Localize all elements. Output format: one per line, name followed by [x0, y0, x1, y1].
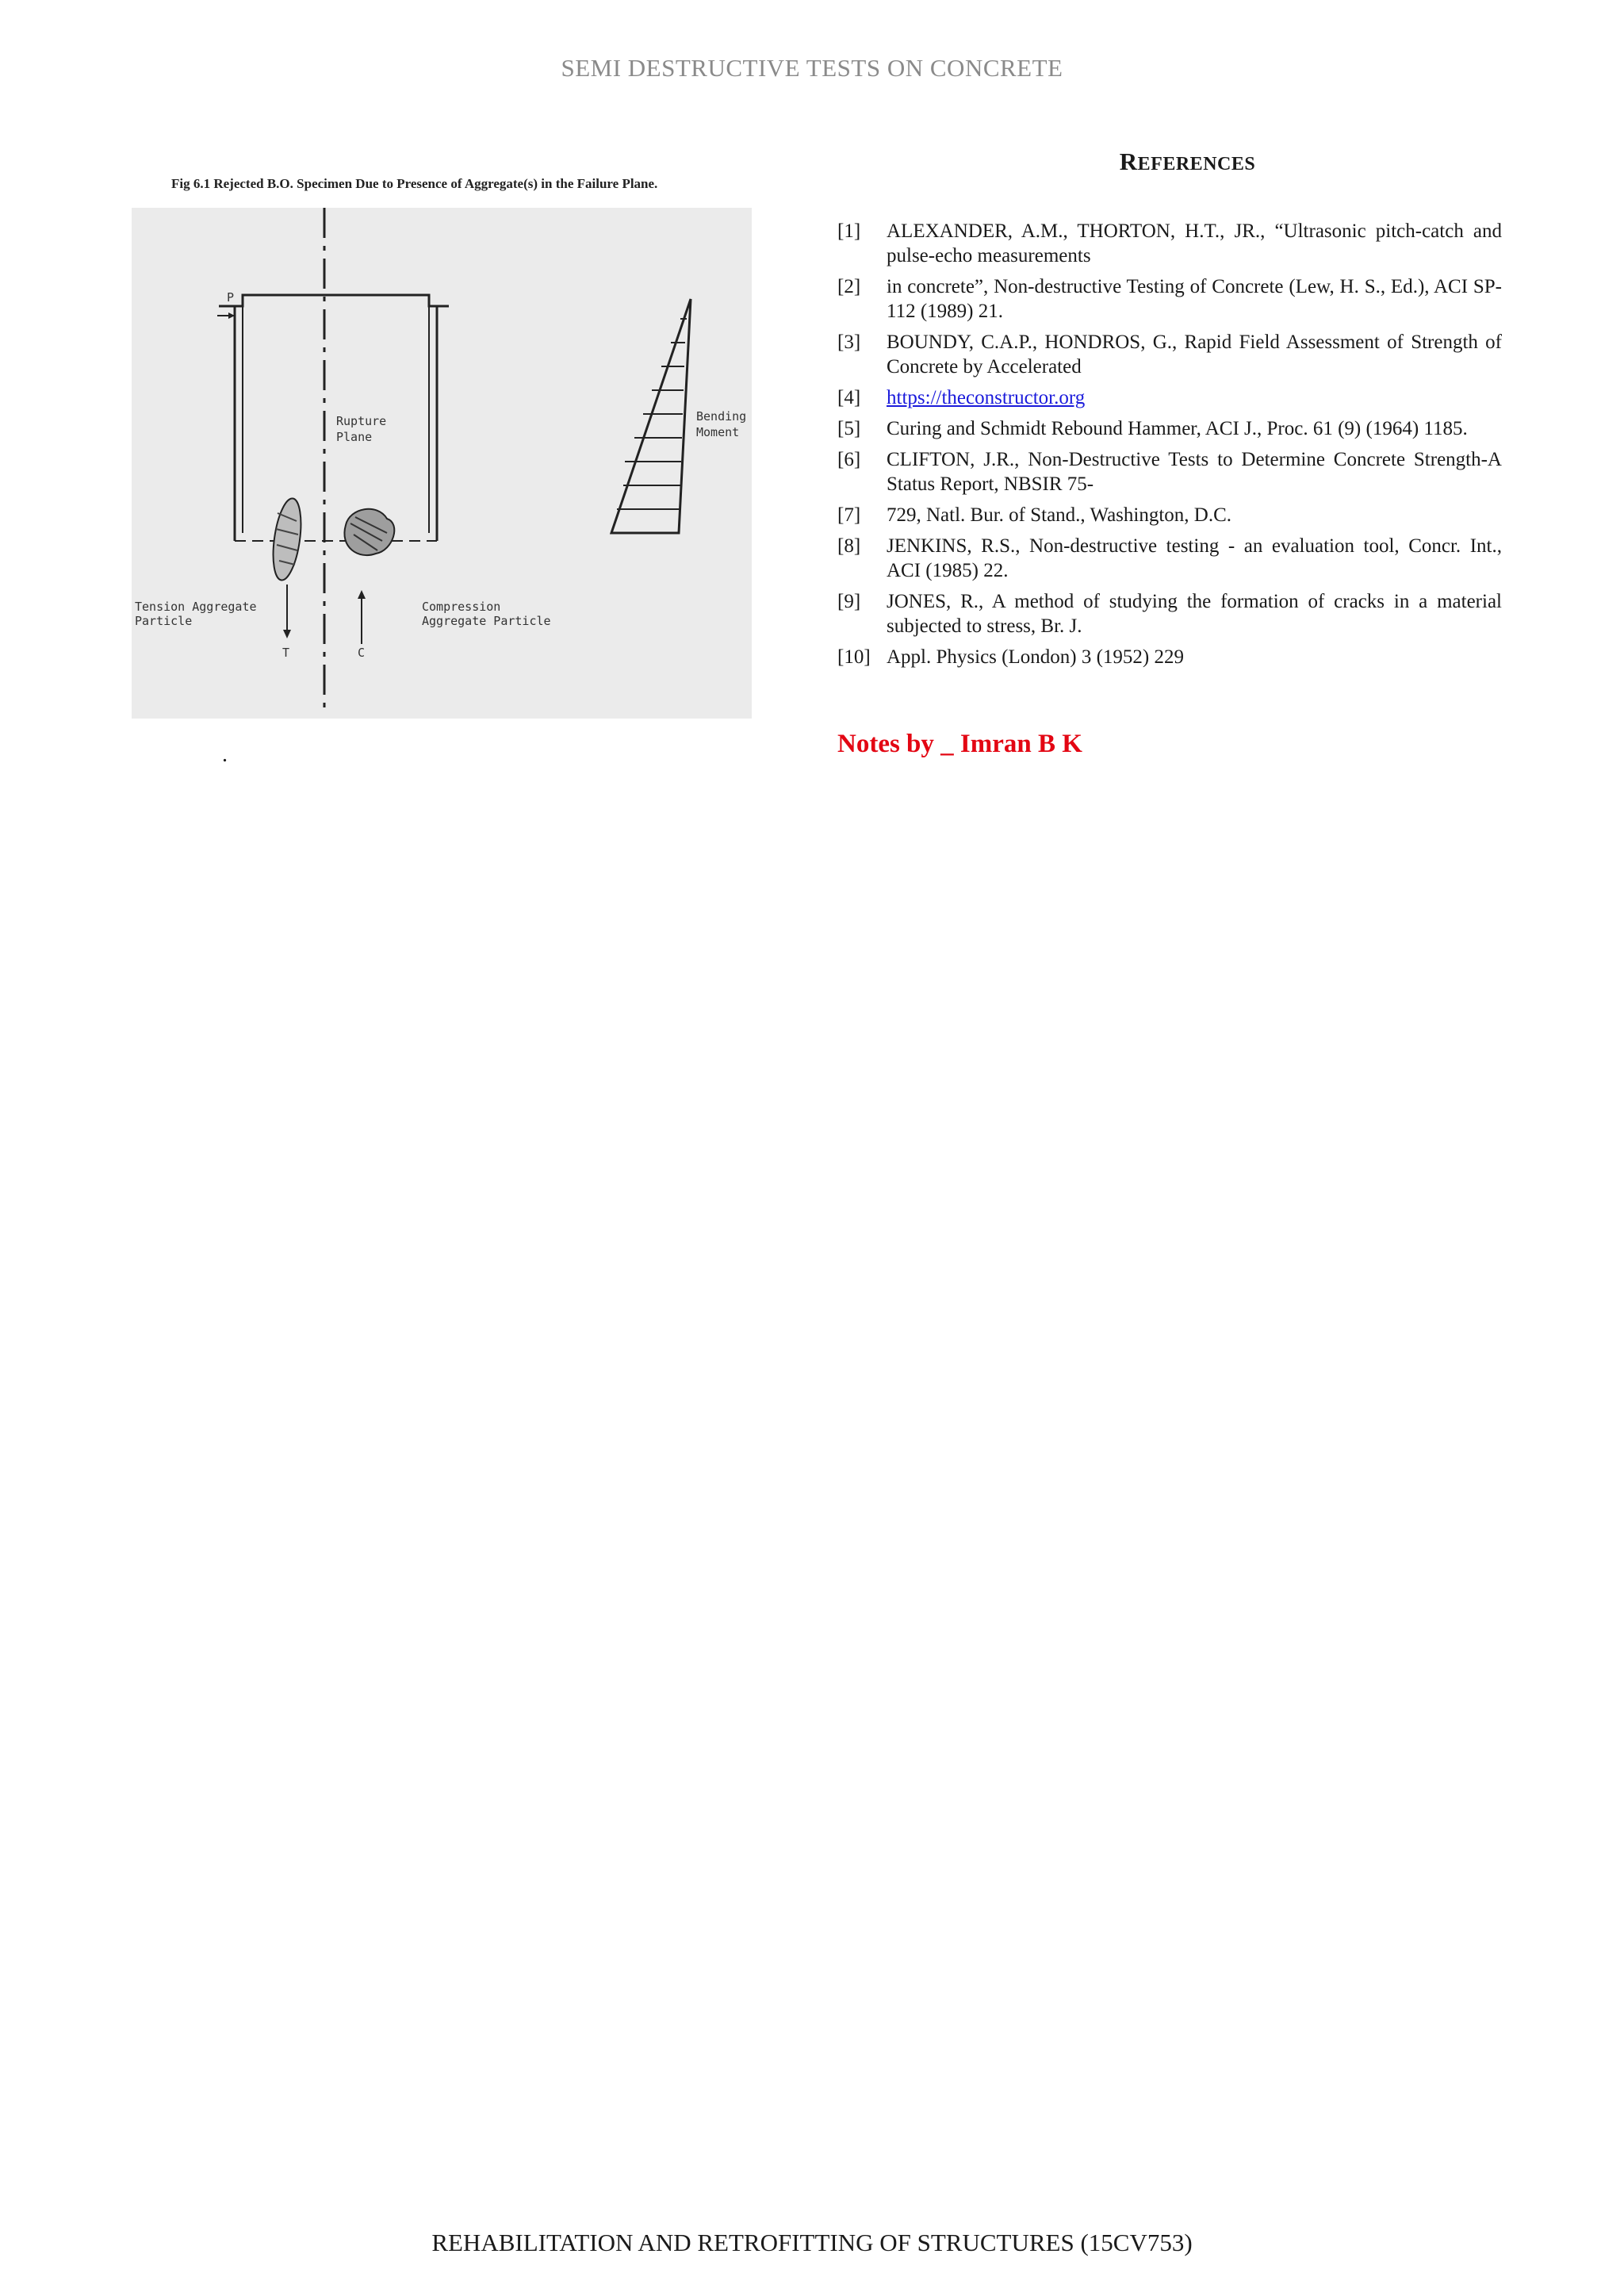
reference-item: [837, 274, 1502, 324]
reference-text: in concrete”, Non-destructive Testing of Concrete (Lew, H. S., Ed.), ACI SP-112 (1989) 21.: [887, 276, 1502, 322]
reference-number: [9]: [837, 591, 861, 612]
reference-text: Curing and Schmidt Rebound Hammer, ACI J., Proc. 61 (9) (1964) 1185.: [887, 418, 1468, 439]
label-t: T: [282, 646, 290, 660]
reference-item: [837, 534, 1502, 583]
label-compression-1: Compression: [422, 600, 501, 614]
reference-text: CLIFTON, J.R., Non-Destructive Tests to Determine Concrete Strength-A Status Report, NBSIR 75-: [887, 449, 1502, 495]
label-p: P: [227, 290, 235, 305]
references-heading-rest: EFERENCES: [1137, 154, 1256, 174]
reference-number: [4]: [837, 387, 861, 408]
reference-number: [2]: [837, 276, 861, 297]
notes-author: Notes by _ Imran B K: [837, 730, 1082, 758]
label-rupture-2: Plane: [336, 430, 373, 444]
bending-moment-triangle: [611, 299, 691, 533]
reference-text: Appl. Physics (London) 3 (1952) 229: [887, 646, 1184, 668]
reference-text: JONES, R., A method of studying the formation of cracks in a material subjected to stress, Br. J.: [887, 591, 1502, 637]
reference-item: [837, 330, 1502, 379]
label-compression-2: Aggregate Particle: [422, 614, 551, 628]
figure-caption: Fig 6.1 Rejected B.O. Specimen Due to Presence of Aggregate(s) in the Failure Plane.: [171, 176, 658, 191]
tension-aggregate-particle: [269, 496, 305, 581]
reference-item: [837, 503, 1502, 527]
reference-text: JENKINS, R.S., Non-destructive testing - an evaluation tool, Concr. Int., ACI (1985) 22.: [887, 535, 1502, 581]
page-header: SEMI DESTRUCTIVE TESTS ON CONCRETE: [561, 54, 1063, 82]
reference-item: [837, 385, 1502, 410]
label-tension-2: Particle: [135, 614, 193, 628]
label-tension-1: Tension Aggregate: [135, 600, 257, 614]
bending-moment-hatching: [617, 319, 687, 509]
reference-text: 729, Natl. Bur. of Stand., Washington, D.C.: [887, 504, 1232, 526]
reference-link[interactable]: https://theconstructor.org: [887, 387, 1086, 408]
references-heading: [825, 148, 1550, 176]
reference-number: [3]: [837, 332, 861, 353]
label-bending-2: Moment: [696, 425, 740, 439]
figure-6-1: [132, 173, 752, 719]
reference-number: [6]: [837, 449, 861, 470]
references-heading-initial: R: [1119, 148, 1138, 175]
reference-number: [10]: [837, 646, 871, 668]
page-footer: REHABILITATION AND RETROFITTING OF STRUCTURES (15CV753): [431, 2229, 1193, 2256]
reference-item: [837, 589, 1502, 638]
reference-item: [837, 416, 1502, 441]
reference-item: [837, 219, 1502, 268]
reference-item: [837, 645, 1502, 669]
references-list: [837, 219, 1502, 676]
reference-number: [7]: [837, 504, 861, 526]
label-rupture-1: Rupture: [336, 414, 387, 428]
label-c: C: [358, 646, 366, 660]
label-bending-1: Bending: [696, 409, 747, 424]
reference-text: ALEXANDER, A.M., THORTON, H.T., JR., “Ultrasonic pitch-catch and pulse-echo measurements: [887, 220, 1502, 266]
reference-number: [8]: [837, 535, 861, 557]
reference-number: [1]: [837, 220, 861, 242]
specimen-outline: [219, 295, 449, 306]
stray-dot: .: [222, 742, 228, 767]
reference-text: BOUNDY, C.A.P., HONDROS, G., Rapid Field Assessment of Strength of Concrete by Accelerated: [887, 332, 1502, 378]
figure-drawing: [132, 208, 752, 719]
reference-number: [5]: [837, 418, 861, 439]
specimen-diagram: [132, 208, 752, 719]
reference-item: [837, 447, 1502, 496]
